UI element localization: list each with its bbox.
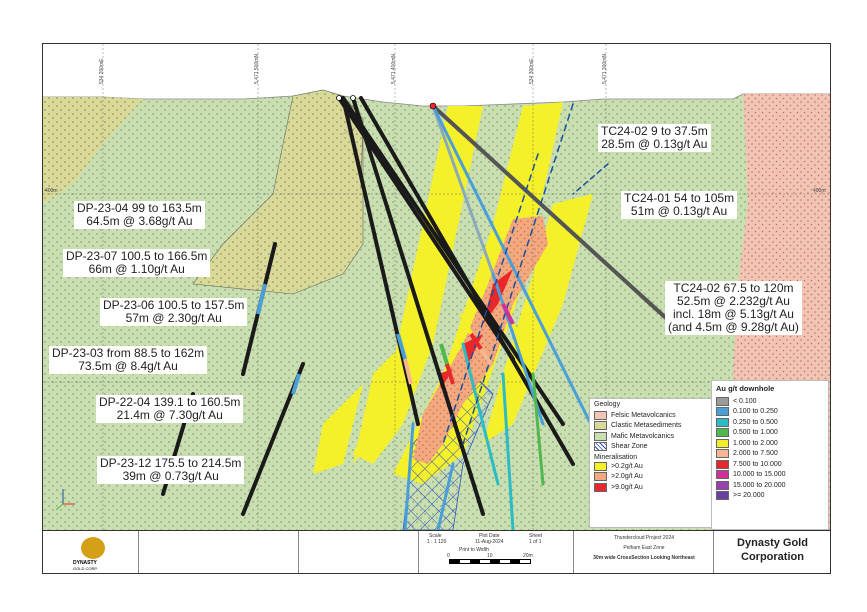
callout-dp-23-06: [100, 298, 247, 326]
callout-dp-23-07: [63, 249, 210, 277]
scalebar-0: 0: [447, 553, 450, 559]
au-legend-title: Au g/t downhole: [716, 384, 775, 393]
legend-label: Clastic Metasediments: [611, 422, 682, 430]
callout-text: 52.5m @ 2.232g/t Au: [677, 294, 790, 308]
au-legend-item: [716, 459, 824, 470]
au-legend-label: 15.000 to 20.000: [733, 481, 786, 489]
callout-dp-23-04: [74, 201, 205, 229]
grid-label-e1: 534 200mE: [99, 58, 105, 84]
corporation-cell: [713, 531, 831, 573]
callout-text: DP-23-07 100.5 to 166.5m: [66, 249, 208, 263]
scalebar-10: 10: [487, 553, 493, 559]
geology-legend: [589, 398, 719, 528]
rl-label-left: 400m: [45, 188, 58, 194]
plotdate-value: 11-Aug-2024: [475, 539, 504, 545]
callout-text: TC24-02 9 to 37.5m: [601, 124, 708, 138]
sheet-value: 1 of 1: [529, 539, 542, 545]
au-legend-item: [716, 407, 824, 418]
legend-item-mafic: [594, 431, 714, 442]
au-legend-label: 0.500 to 1.000: [733, 429, 778, 437]
au-legend-swatch: [716, 428, 729, 437]
legend-item-clastic: [594, 421, 714, 432]
corp-line-2: Corporation: [741, 551, 804, 563]
legend-item-au-2.0: [594, 472, 714, 483]
callout-text: TC24-02 67.5 to 120m: [673, 281, 794, 295]
callout-text: 21.4m @ 7.30g/t Au: [116, 408, 223, 422]
callout-text: DP-23-12 175.5 to 214.5m: [100, 456, 242, 470]
callout-text: (and 4.5m @ 9.28g/t Au): [668, 320, 799, 334]
au-legend-swatch: [716, 470, 729, 479]
callout-text: 39m @ 0.73g/t Au: [122, 469, 219, 483]
au-legend-swatch: [716, 491, 729, 500]
sky: [43, 44, 830, 106]
legend-item-au-9.0: [594, 482, 714, 493]
scalebar-20: 20m: [523, 553, 533, 559]
project-name: Thundercloud Project 2024: [613, 535, 675, 541]
grid-label-e4: 534 300mE: [529, 58, 535, 84]
au-legend-swatch: [716, 418, 729, 427]
dynasty-logo-icon: [81, 537, 105, 559]
legend-item-shear: [594, 442, 714, 453]
callout-text: DP-23-06 100.5 to 157.5m: [103, 298, 245, 312]
au-legend-label: 7.500 to 10.000: [733, 460, 782, 468]
grid-label-e2: 5,471,500mN: [254, 53, 260, 84]
callout-text: 64.5m @ 3.68g/t Au: [86, 214, 193, 228]
scale-label: Scale: [429, 533, 442, 539]
callout-text: 66m @ 1.10g/t Au: [88, 262, 185, 276]
scale-date-cell: [418, 531, 574, 573]
blank-cell-1: [138, 531, 299, 573]
cross-section-map: [42, 43, 831, 531]
title-block: [42, 530, 831, 574]
callout-text: 28.5m @ 0.13g/t Au: [601, 137, 708, 151]
au-legend-item: [716, 396, 824, 407]
print-note: Print to Width: [459, 547, 490, 553]
au-legend-label: >= 20.000: [733, 492, 765, 500]
blank-cell-2: [298, 531, 419, 573]
au-legend-label: 0.100 to 0.250: [733, 408, 778, 416]
au-legend-label: 0.250 to 0.500: [733, 418, 778, 426]
au-legend-swatch: [716, 439, 729, 448]
au-legend-item: [716, 438, 824, 449]
callout-text: DP-22-04 139.1 to 160.5m: [99, 395, 241, 409]
grid-label-e3: 5,471,400mN: [391, 53, 397, 84]
geology-legend-title: Geology: [594, 401, 621, 408]
au-downhole-legend: [711, 380, 829, 530]
rl-label-right: 400m: [813, 188, 826, 194]
au-legend-swatch: [716, 481, 729, 490]
callout-tc24-01: [621, 191, 737, 219]
corp-line-1: Dynasty Gold: [737, 537, 808, 549]
logo-company-sub: GOLD CORP.: [73, 566, 98, 571]
callout-text: 51m @ 0.13g/t Au: [630, 204, 728, 218]
legend-item-felsic: [594, 410, 714, 421]
grid-label-e5: 5,471,300mN: [602, 53, 608, 84]
au-legend-item: [716, 480, 824, 491]
plotdate-label: Plot Date: [479, 533, 500, 539]
zone-name: Pelham East Zone: [623, 545, 665, 551]
au-legend-swatch: [716, 449, 729, 458]
au-legend-item: [716, 491, 824, 502]
legend-label: >0.2g/t Au: [611, 462, 643, 470]
au-legend-item: [716, 417, 824, 428]
callout-text: DP-23-03 from 88.5 to 162m: [52, 346, 205, 360]
au-legend-swatch: [716, 407, 729, 416]
callout-tc24-02-b: [665, 281, 802, 335]
callout-text: incl. 18m @ 5.13g/t Au: [673, 307, 794, 321]
legend-item-au-0.2: [594, 461, 714, 472]
logo-company: DYNASTY: [73, 560, 97, 566]
au-legend-label: 1.000 to 2.000: [733, 439, 778, 447]
callout-text: 57m @ 2.30g/t Au: [125, 311, 222, 325]
collar-tc24: [430, 103, 436, 109]
legend-label: Shear Zone: [611, 443, 648, 451]
legend-label: Felsic Metavolcanics: [611, 411, 676, 419]
collar-dp: [337, 96, 342, 101]
project-cell: [573, 531, 714, 573]
callout-tc24-02-a: [598, 124, 711, 152]
au-legend-swatch: [716, 460, 729, 469]
mineralisation-title: Mineralisation: [594, 454, 638, 461]
sheet-label: Sheet: [529, 533, 543, 539]
callout-text: 73.5m @ 8.4g/t Au: [78, 359, 178, 373]
callout-text: TC24-01 54 to 105m: [624, 191, 735, 205]
section-name: 30m wide CrossSection Looking Northeast: [593, 555, 695, 561]
au-legend-item: [716, 428, 824, 439]
callout-text: DP-23-04 99 to 163.5m: [77, 201, 202, 215]
callout-dp-22-04: [96, 395, 243, 423]
au-legend-swatch: [716, 397, 729, 406]
legend-label: >2.0g/t Au: [611, 473, 643, 481]
au-legend-label: < 0.100: [733, 397, 757, 405]
au-legend-item: [716, 470, 824, 481]
au-legend-item: [716, 449, 824, 460]
scale-value: 1 : 1 120: [427, 539, 447, 545]
legend-label: >9.0g/t Au: [611, 483, 643, 491]
callout-dp-23-12: [97, 456, 244, 484]
au-legend-label: 10.000 to 15.000: [733, 471, 786, 479]
legend-label: Mafic Metavolcanics: [611, 432, 675, 440]
au-legend-label: 2.000 to 7.500: [733, 450, 778, 458]
callout-dp-23-03: [49, 346, 207, 374]
scale-bar: [449, 559, 531, 564]
